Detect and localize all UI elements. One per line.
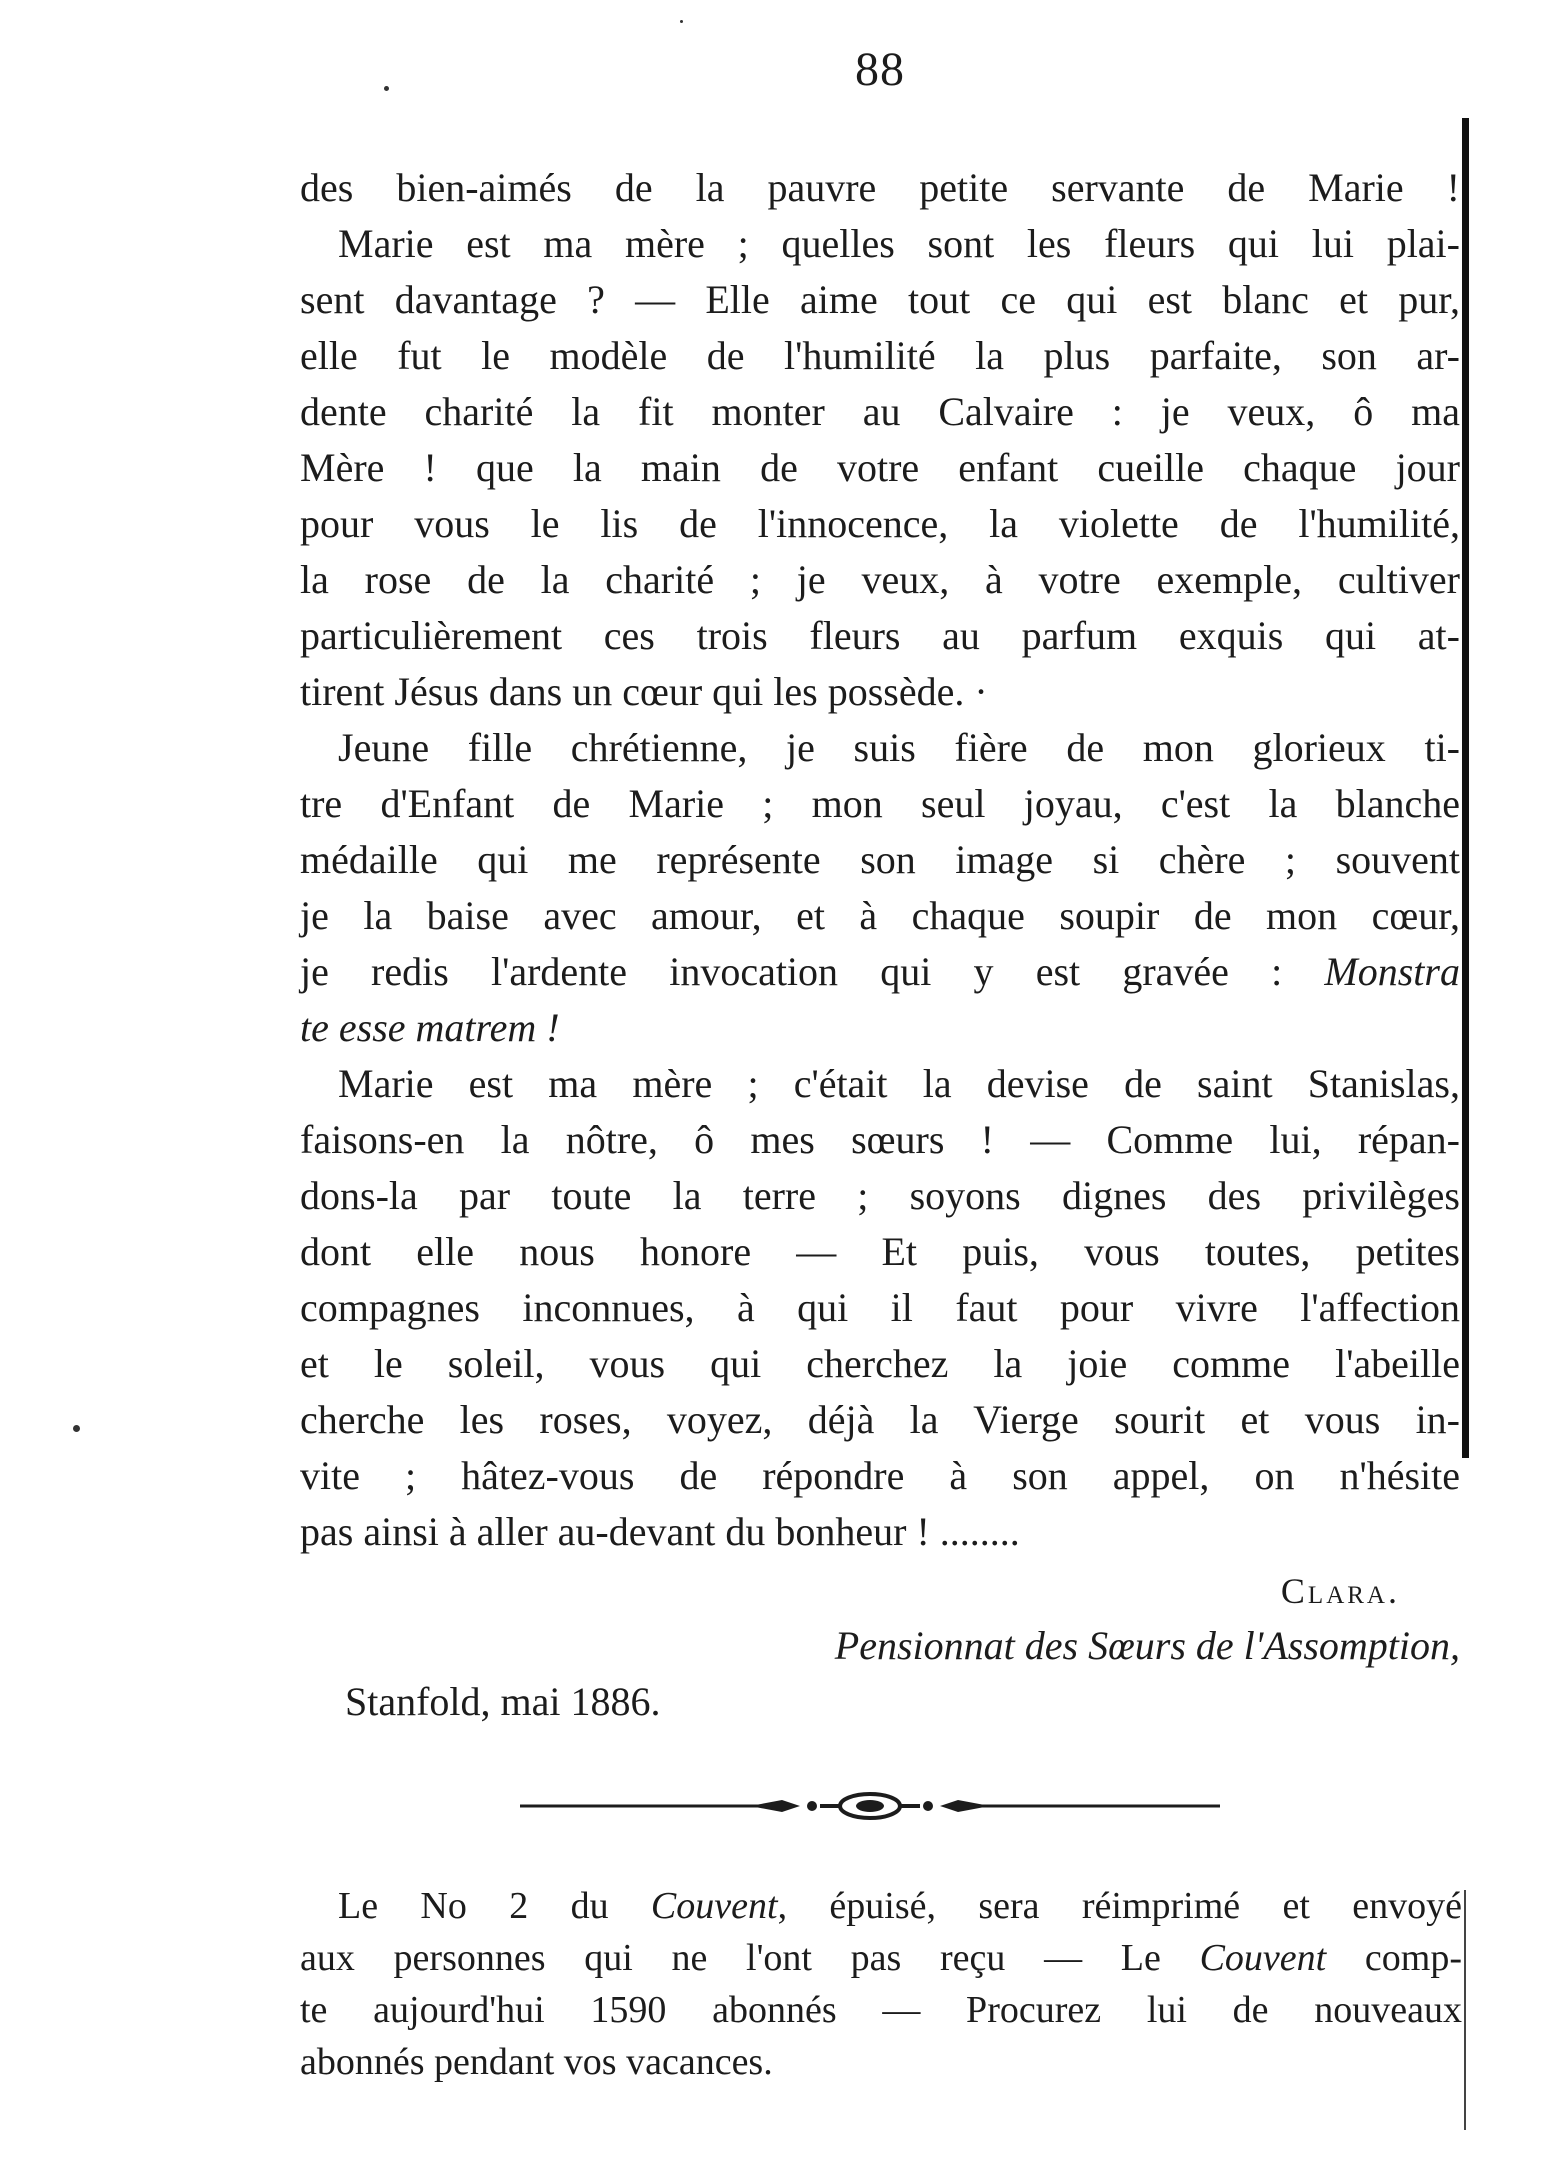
text-run: je redis l'ardente invocation qui y est gravée : [300, 949, 1325, 994]
text-run: comp- [1326, 1937, 1462, 1979]
text-run: dons-la par toute la terre ; soyons dignes des privilèges [300, 1173, 1460, 1218]
text-line [300, 496, 1460, 552]
text-line [300, 1392, 1460, 1448]
text-run: tre d'Enfant de Marie ; mon seul joyau, c'est la blanche [300, 781, 1460, 826]
text-line [300, 552, 1460, 608]
text-run: pour vous le lis de l'innocence, la violette de l'humilité, [300, 501, 1460, 546]
text-run: la rose de la charité ; je veux, à votre exemple, cultiver [300, 557, 1460, 602]
text-run: cherche les roses, voyez, déjà la Vierge sourit et vous in- [300, 1397, 1460, 1442]
text-line [300, 664, 1460, 720]
text-line [300, 1448, 1460, 1504]
text-line [300, 1112, 1460, 1168]
print-speck [73, 1425, 80, 1432]
text-line [300, 328, 1460, 384]
text-line [300, 1224, 1460, 1280]
text-run: Marie est ma mère ; quelles sont les fleurs qui lui plai- [338, 221, 1460, 266]
italic-phrase: Monstra [1324, 949, 1460, 994]
italic-phrase: Couvent [1199, 1937, 1327, 1979]
text-run: Mère ! que la main de votre enfant cueille chaque jour [300, 445, 1460, 490]
text-line [300, 1280, 1460, 1336]
print-speck [680, 20, 683, 23]
text-run: , épuisé, sera réimprimé et envoyé [777, 1885, 1462, 1927]
text-run: Jeune fille chrétienne, je suis fière de mon glorieux ti- [338, 725, 1460, 770]
text-line [300, 1932, 1462, 1984]
text-line [300, 1880, 1462, 1932]
text-run: elle fut le modèle de l'humilité la plus parfaite, son ar- [300, 333, 1460, 378]
text-run: des bien-aimés de la pauvre petite servante de Marie ! [300, 165, 1460, 210]
text-line [300, 1056, 1460, 1112]
italic-phrase: Couvent [650, 1885, 778, 1927]
text-run: abonnés pendant vos vacances. [300, 2041, 773, 2083]
text-line [300, 1984, 1462, 2036]
text-line [300, 272, 1460, 328]
text-run: aux personnes qui ne l'ont pas reçu — Le [300, 1937, 1200, 1979]
text-run: pas ainsi à aller au-devant du bonheur ! ........ [300, 1509, 1020, 1554]
text-line [300, 384, 1460, 440]
text-line [300, 776, 1460, 832]
text-run: Marie est ma mère ; c'était la devise de saint Stanislas, [338, 1061, 1460, 1106]
text-line [300, 888, 1460, 944]
text-run: compagnes inconnues, à qui il faut pour vivre l'affection [300, 1285, 1460, 1330]
text-run: dente charité la fit monter au Calvaire : je veux, ô ma [300, 389, 1460, 434]
text-line [300, 2036, 1462, 2088]
text-run: sent davantage ? — Elle aime tout ce qui est blanc et pur, [300, 277, 1460, 322]
text-run: faisons-en la nôtre, ô mes sœurs ! — Comme lui, répan- [300, 1117, 1460, 1162]
text-line [300, 1504, 1460, 1560]
text-line [300, 160, 1460, 216]
binding-shadow [1464, 1890, 1466, 2130]
text-line [300, 608, 1460, 664]
text-line [300, 440, 1460, 496]
text-line [300, 1336, 1460, 1392]
ornamental-divider [520, 1786, 1220, 1826]
text-run: tirent Jésus dans un cœur qui les possède. · [300, 669, 988, 714]
text-line [300, 720, 1460, 776]
page-number: 88 [855, 43, 905, 96]
text-line [300, 832, 1460, 888]
place-date-line: Stanfold, mai 1886. [345, 1679, 661, 1724]
print-speck [384, 86, 389, 91]
text-run: te aujourd'hui 1590 abonnés — Procurez lui de nouveaux [300, 1989, 1462, 2031]
subscription-notice [300, 1880, 1462, 2088]
article-body [300, 160, 1460, 1560]
text-line [300, 1000, 1460, 1056]
text-run: médaille qui me représente son image si chère ; souvent [300, 837, 1460, 882]
text-run: vite ; hâtez-vous de répondre à son appel, on n'hésite [300, 1453, 1460, 1498]
text-line [300, 1168, 1460, 1224]
text-run: dont elle nous honore — Et puis, vous toutes, petites [300, 1229, 1460, 1274]
text-line [300, 216, 1460, 272]
text-run: particulièrement ces trois fleurs au parfum exquis qui at- [300, 613, 1460, 658]
italic-phrase: te esse matrem ! [300, 1005, 560, 1050]
text-run: je la baise avec amour, et à chaque soupir de mon cœur, [300, 893, 1460, 938]
institution-line: Pensionnat des Sœurs de l'Assomption, [834, 1623, 1460, 1668]
author-signature: Clara. [1280, 1571, 1400, 1611]
text-run: et le soleil, vous qui cherchez la joie comme l'abeille [300, 1341, 1460, 1386]
binding-shadow [1462, 118, 1469, 1458]
text-line [300, 944, 1460, 1000]
text-run: Le No 2 du [338, 1885, 651, 1927]
